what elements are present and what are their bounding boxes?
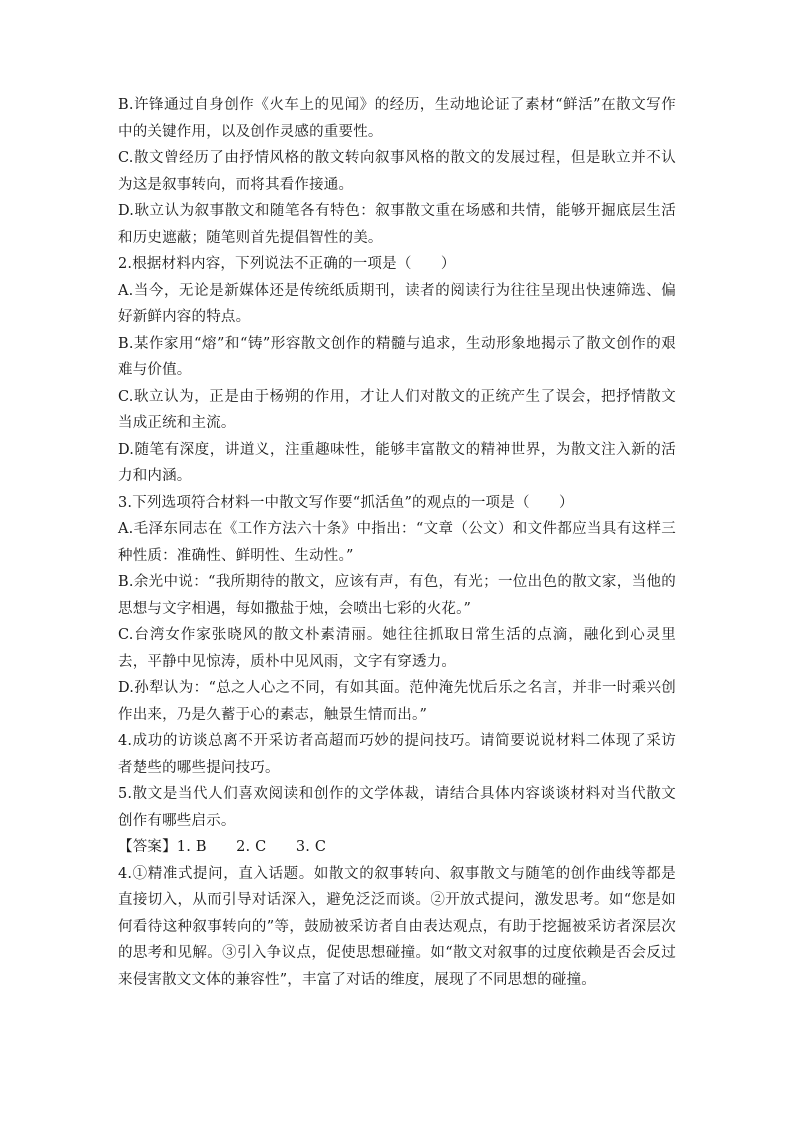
option-1d: D.耿立认为叙事散文和随笔各有特色：叙事散文重在场感和共情，能够开掘底层生活和历史遮蔽；随笔则首先提倡智性的美。 bbox=[118, 203, 676, 246]
option-3c: C.台湾女作家张晓风的散文朴素清丽。她往往抓取日常生活的点滴，融化到心灵里去，平静中见惊涛，质朴中见风雨，文字有穿透力。 bbox=[118, 627, 676, 670]
option-2c: C.耿立认为，正是由于杨朔的作用，才让人们对散文的正统产生了误会，把抒情散文当成正统和主流。 bbox=[118, 388, 676, 431]
question-2: 2.根据材料内容，下列说法不正确的一项是（ ） bbox=[118, 256, 456, 272]
question-3: 3.下列选项符合材料一中散文写作要“抓活鱼”的观点的一项是（ ） bbox=[118, 494, 574, 511]
option-1c: C.散文曾经历了由抒情风格的散文转向叙事风格的散文的发展过程，但是耿立并不认为这是叙事转向，而将其看作接通。 bbox=[118, 150, 676, 193]
option-3b: B.余光中说：“我所期待的散文，应该有声，有色，有光；一位出色的散文家，当他的思想与文字相遇，每如撒盐于烛，会喷出七彩的火花。” bbox=[118, 574, 676, 617]
option-3d: D.孙犁认为：“总之人心之不同，有如其面。范仲淹先忧后乐之名言，并非一时乘兴创作出来，乃是久蓄于心的素志，触景生情而出。” bbox=[118, 680, 676, 723]
document-page bbox=[118, 92, 676, 993]
answer-explanation-4: 4.①精准式提问，直入话题。如散文的叙事转向、叙事散文与随笔的创作曲线等都是直接切入，从而引导对话深入，避免泛泛而谈。②开放式提问，激发思考。如“您是如何看待这种叙事转向的”等，鼓励被采访者自由表达观点，有助于挖掘被采访者深层次的思考和见解。③引入争议点，促使思想碰撞。如“散文对叙事的过度依赖是否会反过来侵害散文文体的兼容性”，丰富了对话的维度，展现了不同思想的碰撞。 bbox=[118, 865, 676, 988]
option-1b: B.许锋通过自身创作《火车上的见闻》的经历，生动地论证了素材“鲜活”在散文写作中的关键作用，以及创作灵感的重要性。 bbox=[118, 97, 676, 140]
option-3a: A.毛泽东同志在《工作方法六十条》中指出：“文章（公文）和文件都应当具有这样三种性质：准确性、鲜明性、生动性。” bbox=[118, 521, 676, 564]
option-2a: A.当今，无论是新媒体还是传统纸质期刊，读者的阅读行为往往呈现出快速筛选、偏好新鲜内容的特点。 bbox=[118, 282, 676, 325]
question-5: 5.散文是当代人们喜欢阅读和创作的文学体裁，请结合具体内容谈谈材料对当代散文创作有哪些启示。 bbox=[118, 786, 676, 829]
option-2b: B.某作家用“熔”和“铸”形容散文创作的精髓与追求，生动形象地揭示了散文创作的艰难与价值。 bbox=[118, 335, 676, 378]
question-4: 4.成功的访谈总离不开采访者高超而巧妙的提问技巧。请简要说说材料二体现了采访者楚些的哪些提问技巧。 bbox=[118, 733, 676, 776]
answer-key: 【答案】1. B 2. C 3. C bbox=[118, 839, 327, 855]
option-2d: D.随笔有深度，讲道义，注重趣味性，能够丰富散文的精神世界，为散文注入新的活力和内涵。 bbox=[118, 441, 676, 484]
